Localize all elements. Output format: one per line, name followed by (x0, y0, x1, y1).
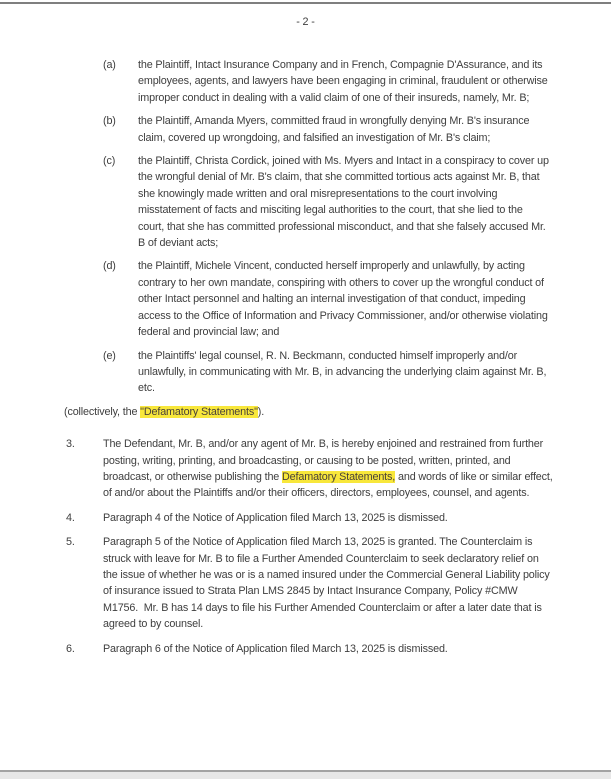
subparagraph-c-label: (c) (103, 155, 116, 168)
subparagraph-e-label: (e) (103, 349, 116, 362)
paragraph-6-number: 6. (66, 642, 75, 655)
document-body (0, 57, 611, 665)
subparagraph-b-label: (b) (103, 115, 116, 128)
paragraph-5 (0, 534, 611, 632)
paragraph-3 (0, 436, 611, 502)
paragraph-4 (0, 510, 611, 526)
subparagraph-c-text: the Plaintiff, Christa Cordick, joined with Ms. Myers and Intact in a conspiracy to cover up the wrongful denial of Mr. B's claim, that she committed tortious acts against Mr. B, that she knowingly made written and oral misrepresentations to the court involving misstatement of facts and misciting legal authorities to the court, that she lied to the court, that she has committed professional misconduct, and that she falsely accused Mr. B of deviant acts; (138, 155, 552, 250)
collectively-pre-text: (collectively, the (64, 405, 141, 418)
page-number: - 2 - (296, 16, 315, 28)
subparagraph-a (0, 57, 611, 106)
paragraph-6 (0, 641, 611, 657)
paragraph-3-pre-text: The Defendant, Mr. B, and/or any agent of Mr. B, is hereby enjoined and restrained from further posting, writing, printing, and broadcasting, or causing to be posted, written, printed, and broadcast, or otherwise publishing the (103, 438, 546, 483)
collectively-post-text: ). (257, 405, 265, 418)
paragraph-5-text: Paragraph 5 of the Notice of Application filed March 13, 2025 is granted. The Counterclaim is struck with leave for Mr. B to file a Further Amended Counterclaim to seek declaratory relief on the issue of whether he was or is a named insured under the Commercial General Liability policy of insurance issued to Strata Plan LMS 2845 by Intact Insurance Company, Policy #CMW M1756. Mr. B has 14 days to file his Further Amended Counterclaim or after a later date that is agreed to by counsel. (103, 536, 553, 631)
paragraph-3-text (103, 436, 556, 502)
paragraph-5-number: 5. (66, 536, 75, 549)
subparagraph-b-text: the Plaintiff, Amanda Myers, committed fraud in wrongfully denying Mr. B's insurance claim, covered up wrongdoing, and falsified an investigation of Mr. B's claim; (138, 115, 533, 144)
paragraph-3-number: 3. (66, 438, 75, 451)
subparagraph-a-label: (a) (103, 59, 116, 71)
subparagraph-d-label: (d) (103, 260, 116, 273)
paragraph-4-text: Paragraph 4 of the Notice of Application filed March 13, 2025 is dismissed. (103, 511, 448, 524)
subparagraph-d-text: the Plaintiff, Michele Vincent, conducted herself improperly and unlawfully, by acting contrary to her own mandate, conspiring with others to cover up the wrongful conduct of other Intact personnel and halting an internal investigation of that conduct, impeding access to the Office of Information and Privacy Commissioner, and/or otherwise violating federal and provincial law; and (138, 260, 551, 339)
paragraph-3-post-text: and words of like or similar effect, of and/or about the Plaintiffs and/or their officers, directors, employees, counsel, and agents. (103, 470, 556, 500)
highlight-defamatory-statements: Defamatory Statements, (282, 470, 396, 483)
subparagraph-c (0, 153, 611, 251)
highlight-defamatory-statements: "Defamatory Statements" (140, 405, 258, 418)
paragraph-4-number: 4. (66, 511, 75, 524)
subparagraph-d (0, 258, 611, 340)
subparagraph-a-text: the Plaintiff, Intact Insurance Company and in French, Compagnie D'Assurance, and its employees, agents, and lawyers have been engaging in criminal, fraudulent or otherwise improper conduct in dealing with a valid claim of one of their insureds, namely, Mr. B; (138, 59, 551, 104)
paragraph-6-text: Paragraph 6 of the Notice of Application filed March 13, 2025 is dismissed. (103, 642, 448, 655)
page-bottom-edge (0, 770, 611, 779)
collectively-line (64, 404, 611, 420)
page-top-edge (0, 2, 611, 4)
subparagraph-b (0, 113, 611, 146)
subparagraph-e-text: the Plaintiffs' legal counsel, R. N. Beckmann, conducted himself improperly and/or unlawfully, in communicating with Mr. B, in advancing the underlying claim against Mr. B, etc. (138, 349, 550, 395)
subparagraph-e (0, 348, 611, 397)
